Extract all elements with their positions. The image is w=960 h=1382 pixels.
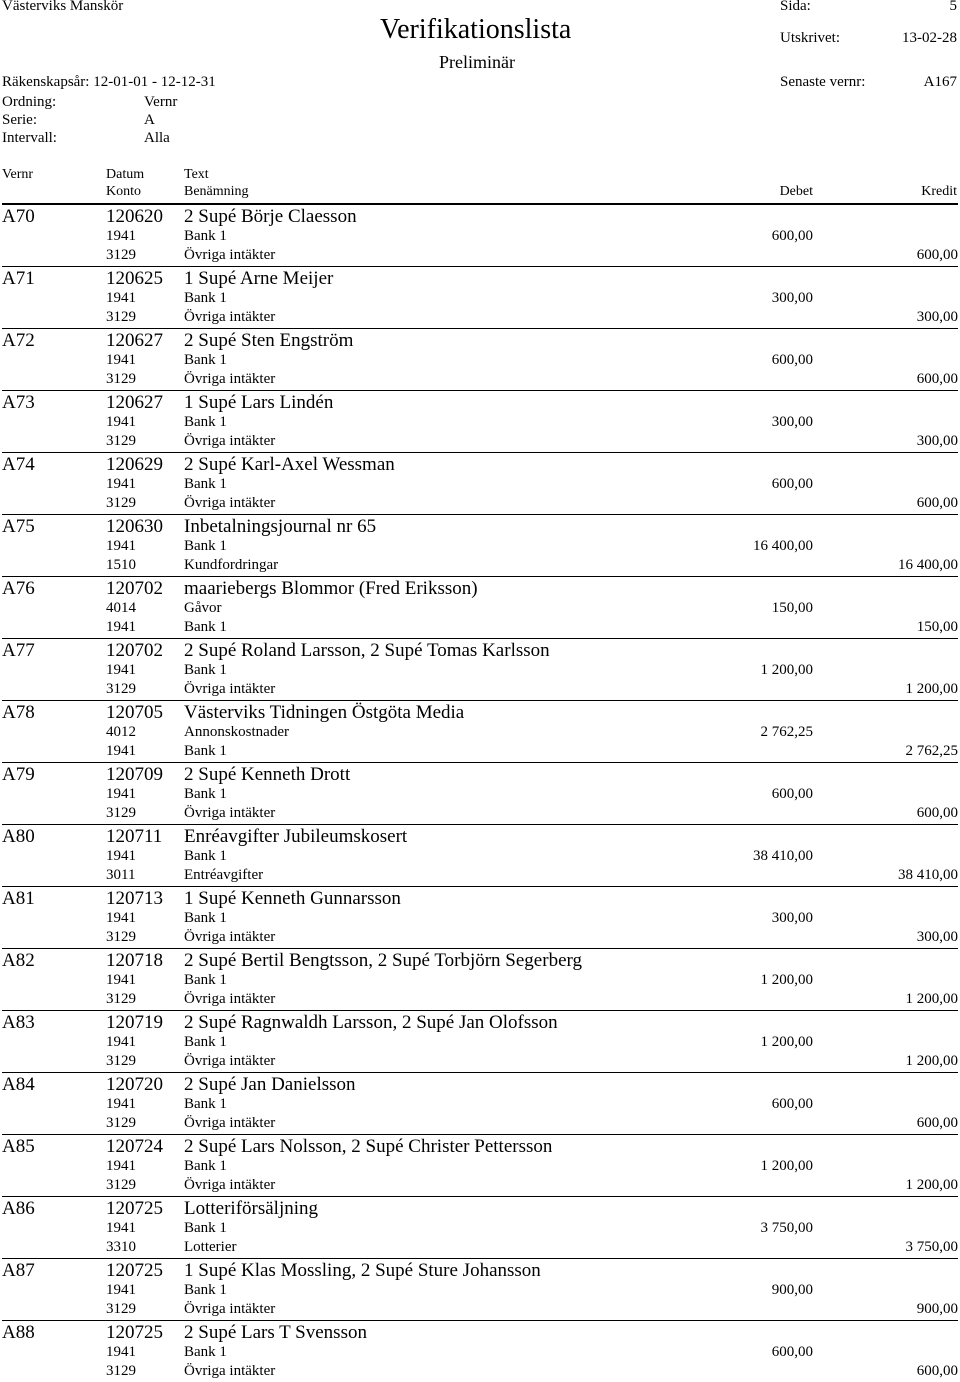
voucher-row	[0, 1134, 960, 1196]
voucher-text: 1 Supé Lars Lindén	[184, 392, 334, 413]
voucher-date: 120629	[106, 454, 163, 475]
voucher-number: A78	[2, 702, 35, 723]
account-name: Lotterier	[184, 1239, 237, 1255]
account-number: 3011	[106, 867, 136, 883]
account-name: Bank 1	[184, 910, 227, 926]
account-number: 3129	[106, 929, 136, 945]
voucher-row	[0, 824, 960, 886]
account-name: Kundfordringar	[184, 557, 279, 573]
voucher-divider	[2, 824, 958, 825]
voucher-list	[0, 204, 960, 1382]
printed-label: Utskrivet:	[780, 30, 840, 46]
col-vernr: Vernr	[2, 167, 34, 182]
voucher-divider	[2, 762, 958, 763]
account-number: 1941	[106, 910, 136, 926]
credit-amount: 600,00	[916, 805, 958, 821]
voucher-divider	[2, 1258, 958, 1259]
account-name: Övriga intäkter	[184, 309, 276, 325]
account-name: Bank 1	[184, 1220, 227, 1236]
voucher-row	[0, 452, 960, 514]
voucher-date: 120627	[106, 392, 163, 413]
credit-amount: 1 200,00	[905, 681, 958, 697]
account-name: Bank 1	[184, 352, 227, 368]
voucher-text: 2 Supé Sten Engström	[184, 330, 354, 351]
report-status: Preliminär	[439, 52, 515, 72]
voucher-text: 2 Supé Ragnwaldh Larsson, 2 Supé Jan Olofsson	[184, 1012, 558, 1033]
col-debet: Debet	[779, 184, 813, 199]
debit-amount: 16 400,00	[753, 538, 813, 554]
account-name: Bank 1	[184, 1344, 227, 1360]
voucher-number: A83	[2, 1012, 35, 1033]
account-name: Bank 1	[184, 228, 227, 244]
series-label: Serie:	[2, 112, 37, 128]
account-name: Gåvor	[184, 600, 222, 616]
voucher-divider	[2, 1072, 958, 1073]
debit-amount: 300,00	[771, 290, 813, 306]
voucher-text: 1 Supé Arne Meijer	[184, 268, 334, 289]
account-number: 1941	[106, 1034, 136, 1050]
credit-amount: 1 200,00	[905, 1053, 958, 1069]
voucher-date: 120725	[106, 1198, 163, 1219]
printed-date: 13-02-28	[902, 30, 957, 46]
account-number: 3129	[106, 1301, 136, 1317]
voucher-divider	[2, 452, 958, 453]
account-number: 1510	[106, 557, 136, 573]
voucher-date: 120711	[106, 826, 163, 847]
account-name: Övriga intäkter	[184, 247, 276, 263]
voucher-text: 2 Supé Lars Nolsson, 2 Supé Christer Pettersson	[184, 1136, 553, 1157]
account-name: Bank 1	[184, 1096, 227, 1112]
account-name: Bank 1	[184, 538, 227, 554]
col-datum: Datum	[106, 167, 145, 182]
credit-amount: 38 410,00	[898, 867, 958, 883]
account-number: 1941	[106, 1220, 136, 1236]
voucher-row	[0, 266, 960, 328]
account-number: 3129	[106, 495, 136, 511]
account-name: Övriga intäkter	[184, 1053, 276, 1069]
voucher-number: A87	[2, 1260, 35, 1281]
credit-amount: 900,00	[916, 1301, 958, 1317]
account-number: 3310	[106, 1239, 136, 1255]
voucher-number: A77	[2, 640, 35, 661]
account-name: Övriga intäkter	[184, 681, 276, 697]
voucher-date: 120720	[106, 1074, 163, 1095]
account-name: Bank 1	[184, 743, 227, 759]
account-number: 1941	[106, 786, 136, 802]
voucher-date: 120724	[106, 1136, 163, 1157]
account-number: 1941	[106, 662, 136, 678]
voucher-row	[0, 638, 960, 700]
account-name: Övriga intäkter	[184, 1301, 276, 1317]
voucher-row	[0, 762, 960, 824]
debit-amount: 900,00	[771, 1282, 813, 1298]
voucher-number: A73	[2, 392, 35, 413]
debit-amount: 1 200,00	[760, 1034, 813, 1050]
account-number: 4014	[106, 600, 136, 616]
voucher-number: A86	[2, 1198, 35, 1219]
voucher-divider	[2, 1320, 958, 1321]
voucher-number: A71	[2, 268, 35, 289]
voucher-divider	[2, 1134, 958, 1135]
voucher-divider	[2, 266, 958, 267]
voucher-text: 1 Supé Kenneth Gunnarsson	[184, 888, 401, 909]
voucher-row	[0, 1258, 960, 1320]
voucher-date: 120702	[106, 640, 163, 661]
voucher-date: 120702	[106, 578, 163, 599]
account-name: Övriga intäkter	[184, 991, 276, 1007]
voucher-row	[0, 1196, 960, 1258]
voucher-number: A82	[2, 950, 35, 971]
credit-amount: 150,00	[916, 619, 958, 635]
voucher-divider	[2, 390, 958, 391]
debit-amount: 38 410,00	[753, 848, 813, 864]
voucher-divider	[2, 576, 958, 577]
credit-amount: 1 200,00	[905, 1177, 958, 1193]
account-number: 3129	[106, 805, 136, 821]
debit-amount: 1 200,00	[760, 1158, 813, 1174]
account-number: 3129	[106, 371, 136, 387]
voucher-number: A85	[2, 1136, 35, 1157]
latest-vernr-value: A167	[923, 74, 957, 90]
account-number: 1941	[106, 414, 136, 430]
voucher-divider	[2, 514, 958, 515]
voucher-text: Inbetalningsjournal nr 65	[184, 516, 377, 537]
account-number: 1941	[106, 619, 136, 635]
account-name: Bank 1	[184, 619, 227, 635]
debit-amount: 600,00	[771, 476, 813, 492]
voucher-row	[0, 700, 960, 762]
voucher-date: 120709	[106, 764, 163, 785]
debit-amount: 1 200,00	[760, 662, 813, 678]
voucher-row	[0, 204, 960, 266]
voucher-number: A72	[2, 330, 35, 351]
debit-amount: 600,00	[771, 1096, 813, 1112]
voucher-number: A76	[2, 578, 35, 599]
voucher-text: 2 Supé Kenneth Drott	[184, 764, 351, 785]
voucher-row	[0, 1010, 960, 1072]
debit-amount: 600,00	[771, 352, 813, 368]
account-number: 1941	[106, 228, 136, 244]
account-name: Bank 1	[184, 1158, 227, 1174]
voucher-text: 2 Supé Börje Claesson	[184, 206, 357, 227]
account-name: Bank 1	[184, 414, 227, 430]
account-number: 1941	[106, 1344, 136, 1360]
account-number: 3129	[106, 1363, 136, 1379]
col-benamning: Benämning	[184, 184, 249, 199]
col-text: Text	[184, 167, 209, 182]
voucher-number: A84	[2, 1074, 35, 1095]
org-name: Västerviks Manskör	[2, 0, 124, 14]
account-number: 3129	[106, 1177, 136, 1193]
col-konto: Konto	[106, 184, 141, 199]
credit-amount: 300,00	[916, 309, 958, 325]
debit-amount: 600,00	[771, 228, 813, 244]
credit-amount: 16 400,00	[898, 557, 958, 573]
account-name: Övriga intäkter	[184, 433, 276, 449]
voucher-divider	[2, 886, 958, 887]
account-name: Bank 1	[184, 662, 227, 678]
voucher-number: A75	[2, 516, 35, 537]
fiscal-year: Räkenskapsår: 12-01-01 - 12-12-31	[2, 74, 216, 90]
voucher-text: Västerviks Tidningen Östgöta Media	[184, 702, 465, 723]
account-name: Övriga intäkter	[184, 495, 276, 511]
account-number: 3129	[106, 309, 136, 325]
voucher-text: 1 Supé Klas Mossling, 2 Supé Sture Johansson	[184, 1260, 541, 1281]
account-name: Övriga intäkter	[184, 929, 276, 945]
voucher-row	[0, 1320, 960, 1382]
voucher-divider	[2, 638, 958, 639]
series-value: A	[144, 112, 155, 128]
debit-amount: 2 762,25	[760, 724, 813, 740]
account-name: Övriga intäkter	[184, 805, 276, 821]
account-name: Annonskostnader	[184, 724, 289, 740]
voucher-number: A80	[2, 826, 35, 847]
page-label: Sida:	[780, 0, 811, 14]
credit-amount: 600,00	[916, 1363, 958, 1379]
credit-amount: 1 200,00	[905, 991, 958, 1007]
voucher-divider	[2, 328, 958, 329]
voucher-divider	[2, 948, 958, 949]
voucher-row	[0, 576, 960, 638]
account-number: 1941	[106, 538, 136, 554]
voucher-number: A81	[2, 888, 35, 909]
voucher-row	[0, 948, 960, 1010]
account-name: Bank 1	[184, 476, 227, 492]
voucher-text: 2 Supé Roland Larsson, 2 Supé Tomas Karlsson	[184, 640, 550, 661]
debit-amount: 300,00	[771, 414, 813, 430]
voucher-text: Enréavgifter Jubileumskosert	[184, 826, 408, 847]
voucher-row	[0, 514, 960, 576]
account-number: 1941	[106, 1158, 136, 1174]
voucher-number: A79	[2, 764, 35, 785]
debit-amount: 600,00	[771, 786, 813, 802]
voucher-number: A74	[2, 454, 35, 475]
voucher-date: 120705	[106, 702, 163, 723]
account-number: 1941	[106, 290, 136, 306]
account-number: 3129	[106, 1115, 136, 1131]
report-title: Verifikationslista	[380, 14, 572, 45]
voucher-number: A88	[2, 1322, 35, 1343]
account-number: 3129	[106, 433, 136, 449]
voucher-text: 2 Supé Karl-Axel Wessman	[184, 454, 395, 475]
account-name: Övriga intäkter	[184, 1115, 276, 1131]
debit-amount: 150,00	[771, 600, 813, 616]
credit-amount: 600,00	[916, 371, 958, 387]
voucher-date: 120718	[106, 950, 163, 971]
account-number: 1941	[106, 476, 136, 492]
voucher-number: A70	[2, 206, 35, 227]
page-number: 5	[949, 0, 957, 14]
voucher-date: 120620	[106, 206, 163, 227]
voucher-date: 120627	[106, 330, 163, 351]
account-number: 4012	[106, 724, 136, 740]
voucher-text: Lotteriförsäljning	[184, 1198, 319, 1219]
credit-amount: 3 750,00	[905, 1239, 958, 1255]
account-number: 1941	[106, 848, 136, 864]
credit-amount: 600,00	[916, 1115, 958, 1131]
credit-amount: 600,00	[916, 247, 958, 263]
account-name: Bank 1	[184, 1282, 227, 1298]
voucher-text: 2 Supé Lars T Svensson	[184, 1322, 367, 1343]
debit-amount: 1 200,00	[760, 972, 813, 988]
order-label: Ordning:	[2, 94, 57, 110]
voucher-date: 120713	[106, 888, 163, 909]
account-number: 3129	[106, 681, 136, 697]
account-name: Bank 1	[184, 848, 227, 864]
voucher-divider	[2, 1196, 958, 1197]
account-name: Bank 1	[184, 786, 227, 802]
account-number: 1941	[106, 352, 136, 368]
account-number: 3129	[106, 1053, 136, 1069]
credit-amount: 600,00	[916, 495, 958, 511]
voucher-divider	[2, 700, 958, 701]
voucher-date: 120725	[106, 1260, 163, 1281]
credit-amount: 300,00	[916, 929, 958, 945]
voucher-date: 120725	[106, 1322, 163, 1343]
account-number: 3129	[106, 991, 136, 1007]
voucher-date: 120630	[106, 516, 163, 537]
account-name: Bank 1	[184, 290, 227, 306]
interval-value: Alla	[144, 130, 170, 146]
voucher-row	[0, 886, 960, 948]
account-name: Entréavgifter	[184, 867, 264, 883]
account-name: Övriga intäkter	[184, 1177, 276, 1193]
latest-vernr-label: Senaste vernr:	[780, 74, 866, 90]
credit-amount: 300,00	[916, 433, 958, 449]
account-name: Övriga intäkter	[184, 371, 276, 387]
voucher-row	[0, 1072, 960, 1134]
order-value: Vernr	[144, 94, 178, 110]
account-number: 1941	[106, 743, 136, 759]
account-number: 1941	[106, 972, 136, 988]
account-number: 1941	[106, 1282, 136, 1298]
voucher-row	[0, 328, 960, 390]
account-name: Bank 1	[184, 972, 227, 988]
voucher-text: 2 Supé Bertil Bengtsson, 2 Supé Torbjörn Segerberg	[184, 950, 582, 971]
account-name: Övriga intäkter	[184, 1363, 276, 1379]
col-kredit: Kredit	[921, 184, 957, 199]
voucher-row	[0, 390, 960, 452]
debit-amount: 300,00	[771, 910, 813, 926]
voucher-date: 120719	[106, 1012, 163, 1033]
voucher-divider	[2, 1010, 958, 1011]
debit-amount: 600,00	[771, 1344, 813, 1360]
credit-amount: 2 762,25	[905, 743, 958, 759]
account-number: 1941	[106, 1096, 136, 1112]
voucher-text: maariebergs Blommor (Fred Eriksson)	[184, 578, 478, 599]
voucher-text: 2 Supé Jan Danielsson	[184, 1074, 356, 1095]
account-name: Bank 1	[184, 1034, 227, 1050]
debit-amount: 3 750,00	[760, 1220, 813, 1236]
voucher-date: 120625	[106, 268, 163, 289]
account-number: 3129	[106, 247, 136, 263]
interval-label: Intervall:	[2, 130, 57, 146]
